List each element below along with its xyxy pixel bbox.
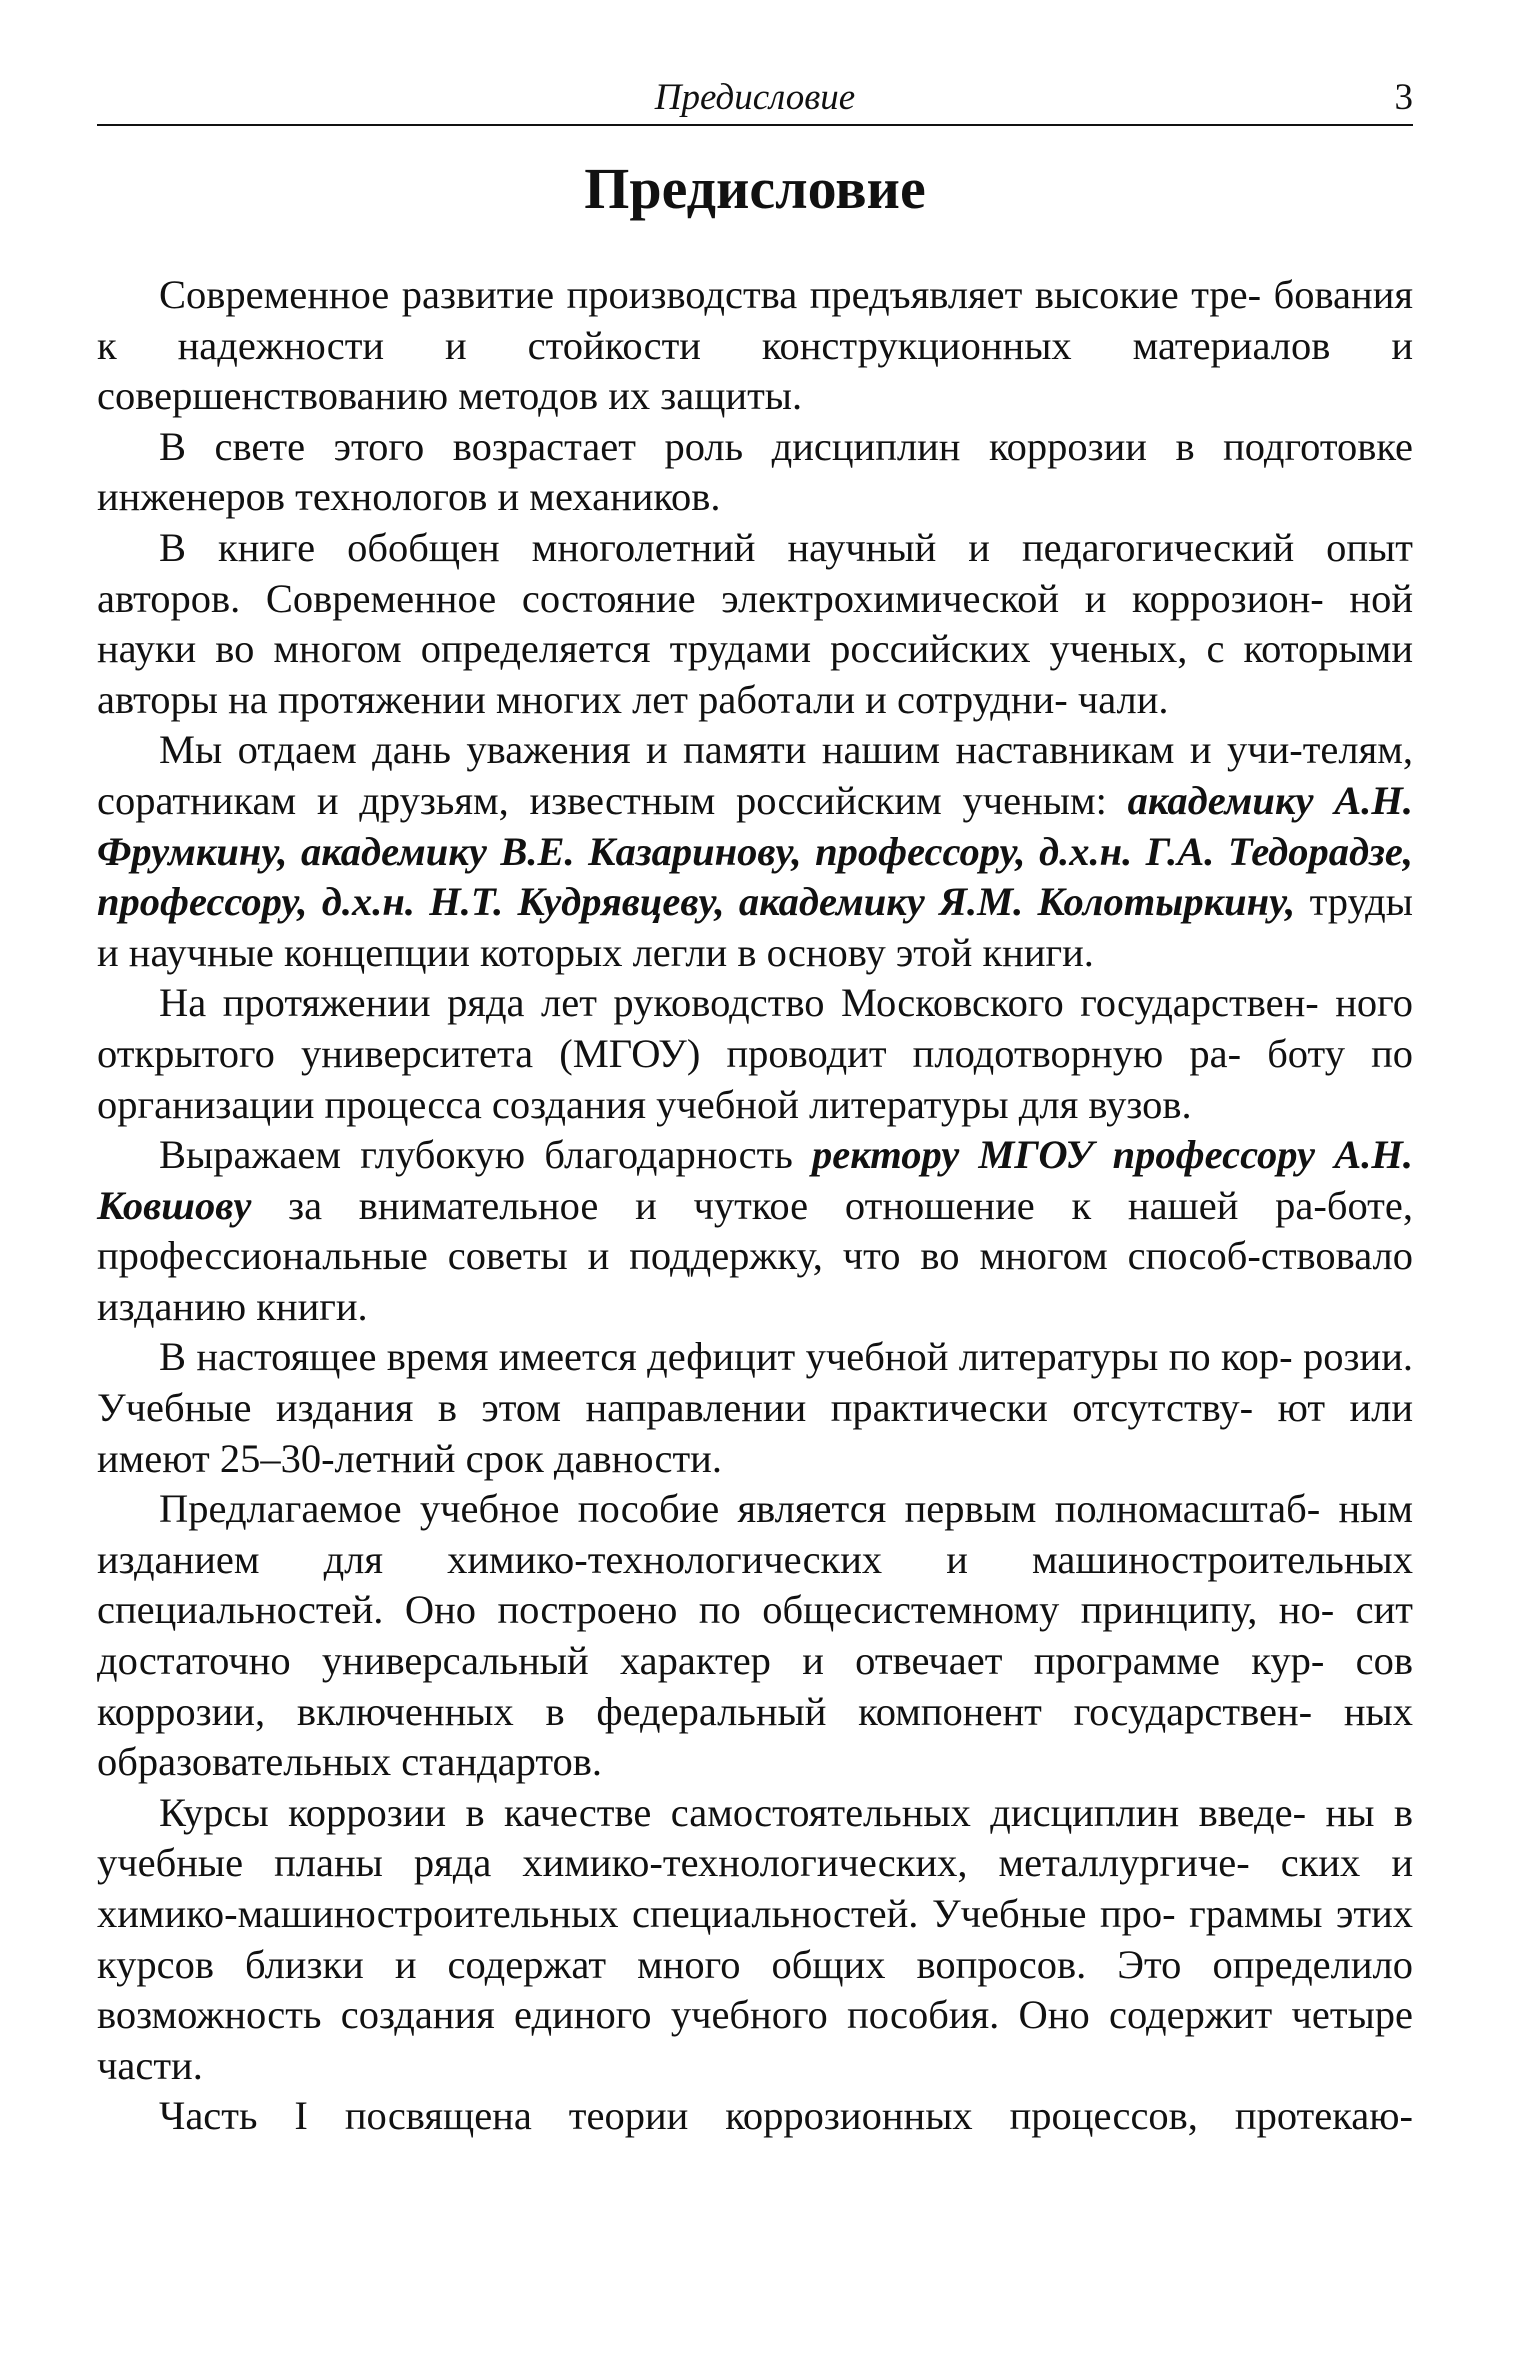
paragraph-3-line-1: В книге обобщен многолетний научный и педагогический опыт [159, 524, 1413, 570]
paragraph-2 [97, 422, 1413, 523]
paragraph-9-line-6: содержит четыре части. [97, 1992, 1414, 2088]
paragraph-5-line-1: На протяжении ряда лет руководство Московского государствен- [159, 980, 1319, 1026]
chapter-title: Предисловие [584, 156, 926, 221]
paragraph-8-line-2: ным изданием для химико-технологических и машиностроительных [97, 1486, 1413, 1582]
paragraph-4-emphasis: академику А.Н. Фрумкину, академику В.Е. Казаринову, профессору, д.х.н. Г.А. Тедорадзе, профессору, д.х.н. Н.Т. Кудрявцеву, академику Я.М. Колотыркину, [97, 777, 1413, 925]
paragraph-8-line-5: сов коррозии, включенных в федеральный компонент государствен- [97, 1638, 1414, 1734]
book-page [97, 0, 1413, 2361]
paragraph-1 [97, 270, 1413, 422]
paragraph-7-line-2: розии. Учебные издания в этом направлении практически отсутству- [97, 1334, 1414, 1431]
paragraph-9-line-5: определило возможность создания единого учебного пособия. Оно [97, 1941, 1413, 2038]
paragraph-9-line-3: ских и химико-машиностроительных специальностей. Учебные про- [97, 1840, 1414, 1936]
paragraph-1-line-1: Современное развитие производства предъявляет высокие тре- [159, 272, 1262, 317]
paragraph-8-line-6: ных образовательных стандартов. [97, 1688, 1413, 1785]
paragraph-6 [97, 1130, 1413, 1332]
paragraph-4-text-start: Мы отдаем дань уважения и памяти нашим наставникам и учи-телям, соратникам и друзьям, известным российским ученым: [97, 727, 1413, 823]
paragraph-9-line-1: Курсы коррозии в качестве самостоятельных дисциплин введе- [159, 1789, 1307, 1835]
paragraph-5 [97, 978, 1413, 1130]
paragraph-6-emphasis: ректору МГОУ профессору А.Н. Ковшову [97, 1132, 1413, 1228]
paragraph-3 [97, 523, 1413, 725]
paragraph-7-line-3: ют или имеют 25–30-летний срок давности. [97, 1385, 1413, 1481]
paragraph-5-line-3: боту по организации процесса создания учебной литературы для [97, 1030, 1414, 1127]
paragraph-2-line-2: инженеров технологов и механиков. [97, 474, 721, 520]
paragraph-8-line-3: специальностей. Оно построено по общесистемному принципу, но- [97, 1587, 1335, 1633]
page-number: 3 [1394, 77, 1413, 118]
paragraph-3-line-5: чали. [1077, 676, 1169, 722]
body-text [97, 270, 1413, 2142]
paragraph-4-text-end: труды и научные концепции которых легли в основу этой книги. [97, 879, 1413, 975]
paragraph-10-line-1: Часть I посвящена теории коррозионных процессов, протекаю- [159, 2093, 1413, 2139]
paragraph-9-line-4: граммы этих курсов близки и содержат много общих вопросов. Это [97, 1891, 1413, 1987]
paragraph-5-line-4: вузов. [1088, 1081, 1192, 1127]
paragraph-2-line-1: В свете этого возрастает роль дисциплин коррозии в подготовке [159, 423, 1413, 469]
paragraph-7-line-1: В настоящее время имеется дефицит учебной литературы по кор- [159, 1334, 1293, 1380]
running-header [97, 74, 1413, 126]
paragraph-8-line-1: Предлагаемое учебное пособие является первым полномасштаб- [159, 1486, 1321, 1532]
running-title: Предисловие [654, 77, 856, 118]
paragraph-6-text-end: за внимательное и чуткое отношение к нашей ра-боте, профессиональные советы и поддержку, что во многом способ-ствовало изданию книги. [97, 1182, 1413, 1329]
paragraph-1-line-2: бования к надежности и стойкости конструкционных материалов и [97, 272, 1413, 368]
paragraph-3-line-4: которыми авторы на протяжении многих лет работали и сотрудни- [97, 626, 1414, 722]
paragraph-3-line-2: авторов. Современное состояние электрохимической и коррозион- [97, 575, 1324, 621]
paragraph-5-line-2: ного открытого университета (МГОУ) проводит плодотворную ра- [97, 980, 1414, 1076]
paragraph-3-line-3: ной науки во многом определяется трудами российских ученых, с [97, 575, 1414, 672]
paragraph-7 [97, 1332, 1413, 1484]
paragraph-6-text-start: Выражаем глубокую благодарность [159, 1132, 813, 1178]
paragraph-1-line-3: совершенствованию методов их защиты. [97, 373, 803, 419]
paragraph-9 [97, 1788, 1413, 2092]
paragraph-8 [97, 1484, 1413, 1788]
paragraph-8-line-4: сит достаточно универсальный характер и отвечает программе кур- [97, 1587, 1413, 1684]
paragraph-9-line-2: ны в учебные планы ряда химико-технологических, металлургиче- [97, 1789, 1413, 1886]
paragraph-10 [97, 2091, 1413, 2142]
paragraph-4 [97, 725, 1413, 978]
